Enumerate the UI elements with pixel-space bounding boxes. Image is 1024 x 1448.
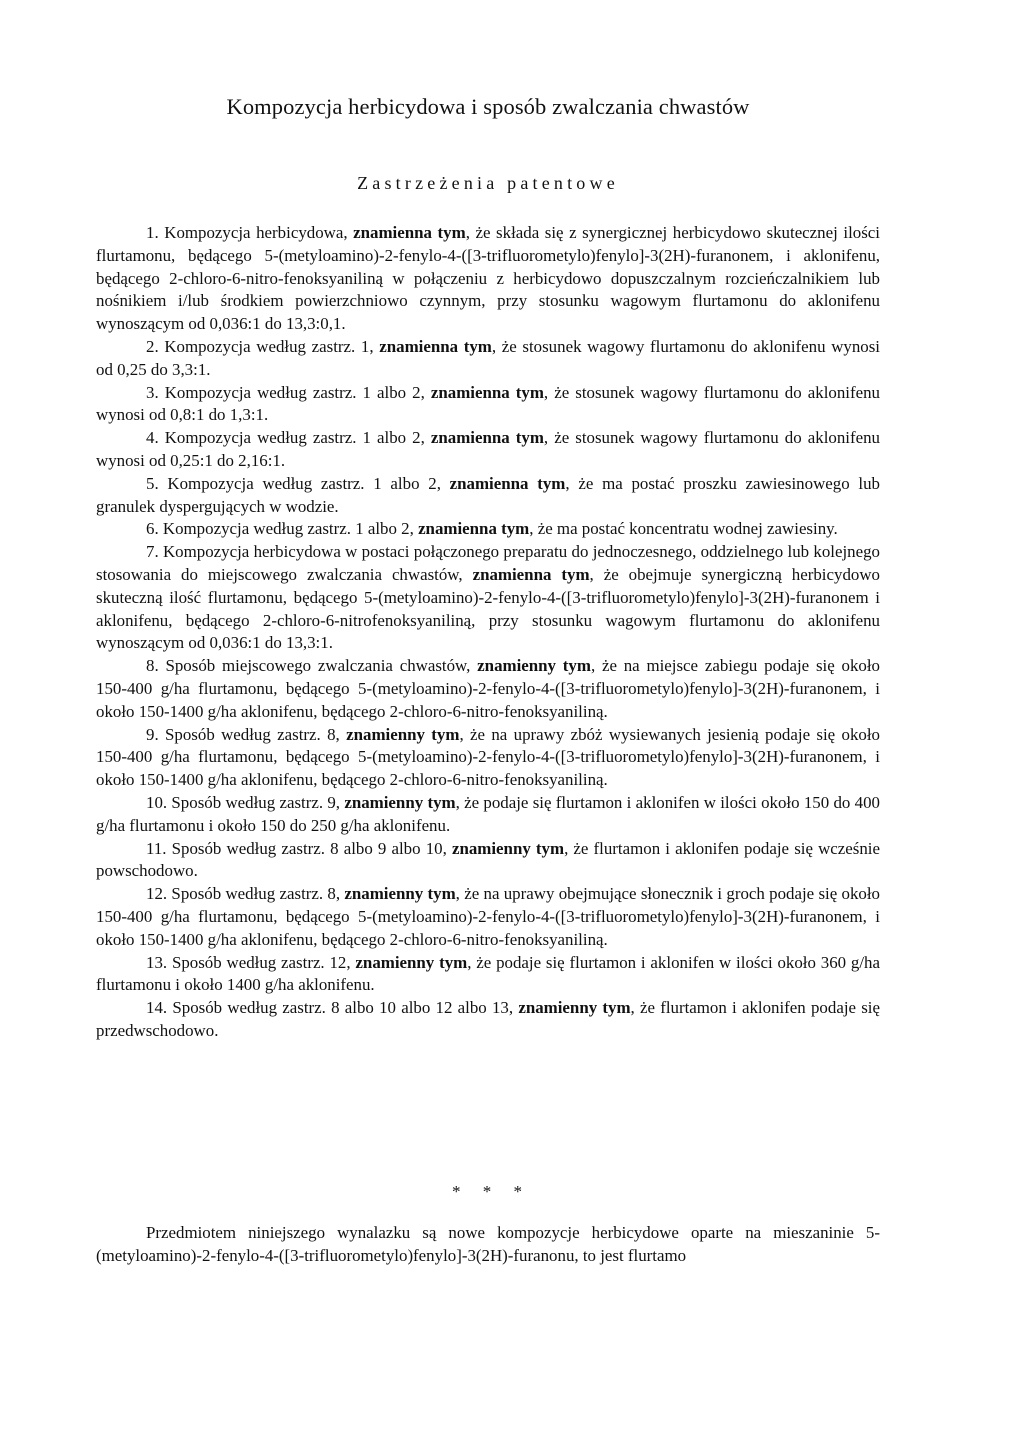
claim-number: 14.	[146, 998, 168, 1018]
claim-marker: znamienna tym	[472, 564, 590, 584]
document-title: Kompozycja herbicydowa i sposób zwalczania chwastów	[226, 94, 750, 119]
claim-marker: znamienny tym	[477, 656, 591, 676]
claim-text: Sposób według zastrz. 8 albo 10 albo 12 albo 13,	[167, 998, 519, 1018]
claim-text: , że ma postać koncentratu wodnej zawiesiny.	[529, 519, 838, 539]
claim-text: , że stosunek wagowy flurtamonu do aklonifenu wynosi od 0,8:1 do 1,3:1.	[96, 382, 880, 425]
claim-number: 4.	[146, 428, 159, 448]
claim-4	[96, 427, 880, 473]
claim-marker: znamienny tym	[451, 838, 565, 858]
claim-10	[96, 792, 880, 838]
claim-text: Sposób miejscowego zwalczania chwastów,	[158, 656, 478, 676]
claim-11	[96, 838, 880, 884]
claim-6	[96, 518, 880, 541]
claim-marker: znamienna tym	[418, 519, 530, 539]
claim-text: , że na miejsce zabiegu podaje się około 150-400 g/ha flurtamonu, będącego 5-(metyloamino)-2-fenylo-4-([3-trifluorometylo)fenylo]-3(2H)-furanonem, i około 150-1400 g/ha aklonifenu, będącego 2-chloro-6-nitro-fenoksyaniliną.	[96, 656, 880, 721]
claim-text: , że na uprawy zbóż wysiewanych jesienią podaje się około 150-400 g/ha flurtamonu, będącego 5-(metyloamino)-2-fenylo-4-([3-trifluorometylo)fenylo]-3(2H)-furanonem, i około 150-1400 g/ha aklonifenu, będącego 2-chloro-6-nitro-fenoksyaniliną.	[96, 724, 880, 790]
claim-text: Sposób według zastrz. 9,	[167, 792, 345, 812]
claim-text: , że flurtamon i aklonifen podaje się przedwschodowo.	[96, 998, 880, 1040]
claim-text: , że stosunek wagowy flurtamonu do aklonifenu wynosi od 0,25 do 3,3:1.	[96, 336, 880, 379]
claim-1	[96, 222, 880, 336]
claim-number: 12.	[146, 884, 168, 904]
claim-13	[96, 952, 880, 998]
claim-marker: znamienny tym	[355, 952, 468, 972]
claim-text: , że flurtamon i aklonifen podaje się wcześnie powschodowo.	[96, 838, 880, 881]
claim-number: 13.	[146, 952, 168, 972]
claim-text: Sposób według zastrz. 8,	[158, 724, 347, 744]
section-separator: * * *	[452, 1182, 524, 1201]
claim-marker: znamienny tym	[344, 792, 456, 812]
claim-text: , że stosunek wagowy flurtamonu do aklonifenu wynosi od 0,25:1 do 2,16:1.	[96, 428, 880, 470]
claim-text: Sposób według zastrz. 8 albo 9 albo 10,	[166, 838, 452, 858]
claim-number: 3.	[146, 382, 159, 402]
claim-text: Kompozycja herbicydowa w postaci połączonego preparatu do jednoczesnego, oddzielnego lub kolejnego stosowania do miejscowego zwalczania chwastów,	[96, 542, 880, 584]
claim-text: , że obejmuje synergiczną herbicydowo skuteczną ilość flurtamonu, będącego 5-(metyloamino)-2-fenylo-4-([3-trifluorometylo)fenylo]-3(2H)-furanonem i aklonifenu, będącego 2-chloro-6-nitrofenoksyaniliną, przy stosunku wagowym flurtamonu do aklonifenu wynoszącym od 0,036:1 do 13,3:1.	[96, 564, 880, 653]
claim-marker: znamienna tym	[353, 223, 466, 242]
claim-12	[96, 883, 880, 951]
claims-heading: Zastrzeżenia patentowe	[357, 173, 619, 193]
claim-number: 11.	[146, 838, 167, 858]
claim-text: , że podaje się flurtamon i aklonifen w ilości około 360 g/ha flurtamonu i około 1400 g/ha aklonifenu.	[96, 952, 880, 995]
claim-2	[96, 336, 880, 382]
claim-number: 5.	[146, 473, 159, 493]
claim-text: Sposób według zastrz. 8,	[167, 884, 345, 904]
claim-number: 2.	[146, 336, 159, 356]
claim-text: Kompozycja według zastrz. 1 albo 2,	[158, 473, 450, 493]
claim-14	[96, 997, 880, 1043]
claim-7	[96, 541, 880, 655]
claims-list	[96, 222, 880, 1043]
claim-marker: znamienny tym	[344, 884, 456, 904]
claim-marker: znamienny tym	[518, 998, 631, 1018]
claim-text: Kompozycja według zastrz. 1 albo 2,	[158, 382, 431, 402]
claim-text: , że na uprawy obejmujące słonecznik i groch podaje się około 150-400 g/ha flurtamonu, będącego 5-(metyloamino)-2-fenylo-4-([3-trifluorometylo)fenylo]-3(2H)-furanonem, i około 150-1400 g/ha aklonifenu, będącego 2-chloro-6-nitro-fenoksyaniliną.	[96, 884, 881, 949]
claim-5	[96, 473, 880, 519]
claim-text: Kompozycja według zastrz. 1 albo 2,	[158, 519, 419, 539]
claim-number: 6.	[146, 519, 159, 539]
claim-number: 7.	[146, 542, 159, 562]
claim-9	[96, 724, 880, 792]
claim-number: 1.	[146, 223, 159, 242]
claim-text: , że ma postać proszku zawiesinowego lub granulek dyspergujących w wodzie.	[96, 473, 880, 516]
claim-marker: znamienny tym	[346, 724, 460, 744]
claim-marker: znamienna tym	[430, 428, 544, 448]
claim-text: Kompozycja według zastrz. 1,	[158, 336, 380, 356]
claim-3	[96, 382, 880, 428]
claim-text: Kompozycja herbicydowa,	[158, 223, 354, 242]
claim-8	[96, 655, 880, 723]
claim-text: Kompozycja według zastrz. 1 albo 2,	[158, 428, 431, 448]
claim-number: 9.	[146, 724, 159, 744]
claim-text: , że podaje się flurtamon i aklonifen w ilości około 150 do 400 g/ha flurtamonu i około 150 do 250 g/ha aklonifenu.	[96, 792, 880, 835]
claim-marker: znamienna tym	[430, 382, 544, 402]
claim-text: Sposób według zastrz. 12,	[167, 952, 356, 972]
claim-text: , że składa się z synergicznej herbicydowo skutecznej ilości flurtamonu, będącego 5-(metyloamino)-2-fenylo-4-([3-trifluorometylo)fenylo]-3(2H)-furanonem, i aklonifenu, będącego 2-chloro-6-nitro-fenoksyaniliną w połączeniu z herbicydowo dopuszczalnym rozcieńczalnikiem lub nośnikiem i/lub środkiem powierzchniowo czynnym, przy stosunku wagowym flurtamonu do aklonifenu wynoszącym od 0,036:1 do 13,3:0,1.	[96, 223, 880, 334]
claim-number: 10.	[146, 792, 168, 812]
claim-number: 8.	[146, 656, 159, 676]
claim-marker: znamienna tym	[379, 336, 492, 356]
claim-marker: znamienna tym	[449, 473, 566, 493]
description-intro: Przedmiotem niniejszego wynalazku są nowe kompozycje herbicydowe oparte na mieszaninie 5-(metyloamino)-2-fenylo-4-([3-trifluorometylo)fenylo]-3(2H)-furanonu, to jest flurtamo	[96, 1223, 880, 1265]
